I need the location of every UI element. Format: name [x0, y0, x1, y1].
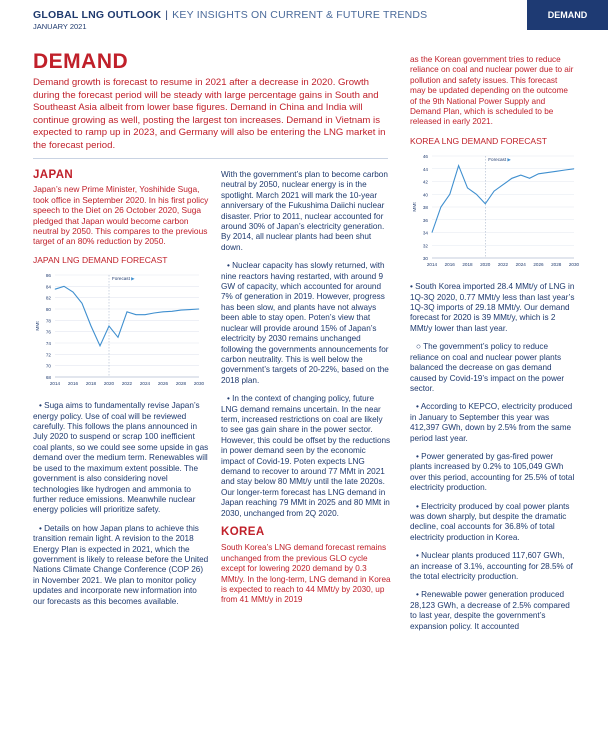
y-tick-label: 84 [45, 284, 51, 290]
korea-lead: South Korea’s LNG demand forecast remains unchanged from the previous GLO cycle except for lowering 2020 demand by 0.3 MMt/y. In the long-term, LNG demand in Korea is expected to reach to 44 MMt/y by 2030, up from 41 MMt/y in 2019 [221, 543, 391, 605]
japan-chart-title: JAPAN LNG DEMAND FORECAST [33, 254, 168, 265]
x-tick-label: 2014 [49, 381, 61, 387]
y-tick-label: 82 [45, 295, 51, 301]
data-point [441, 207, 442, 208]
y-tick-label: 46 [422, 154, 428, 160]
data-point [512, 178, 513, 179]
y-tick-label: 76 [45, 329, 51, 335]
data-point [91, 326, 92, 327]
data-point [145, 315, 146, 316]
data-point [127, 312, 128, 313]
x-tick-label: 2026 [533, 262, 544, 268]
y-axis-label: MMt [413, 202, 418, 212]
divider [33, 158, 388, 159]
japan-heading: JAPAN [33, 169, 74, 181]
data-point [118, 337, 119, 338]
x-tick-label: 2018 [85, 381, 97, 387]
x-tick-label: 2020 [103, 381, 115, 387]
korea-chart [410, 150, 578, 272]
y-tick-label: 80 [45, 307, 51, 313]
header-separator: | [165, 9, 169, 21]
y-tick-label: 36 [422, 218, 428, 223]
korea-paragraph-4: • Power generated by gas-fired power plants increased by 0.2% to 105,049 GWh over this period, accounting for 25.5% of total electricity production. [410, 451, 575, 493]
korea-paragraph-5: • Electricity produced by coal power plants was down sharply, but despite the dramatic decline, coal accounts for 36.8% of total electricity production in Korea. [410, 501, 570, 542]
y-axis-label: MMt [36, 321, 41, 331]
report-header [33, 9, 427, 21]
data-point [458, 166, 459, 167]
japan-chart [33, 269, 203, 391]
x-tick-label: 2020 [480, 262, 491, 268]
report-date: JANUARY 2021 [33, 22, 87, 31]
data-point [136, 315, 137, 316]
middle-column [221, 170, 391, 614]
data-point [574, 169, 575, 170]
korea-paragraph-1: • South Korea imported 28.4 MMt/y of LNG in 1Q-3Q 2020, 0.77 MMt/y less than last year’s 1Q-3Q imports of 29.18 MMt/y. Our demand forecast for 2020 is 39 MMt/y, which is 2 MMt/y lower than last year. [410, 282, 575, 333]
data-point [100, 346, 101, 347]
page-title: DEMAND [33, 50, 129, 73]
y-tick-label: 38 [422, 205, 428, 211]
korea-chart-title: KOREA LNG DEMAND FORECAST [410, 135, 547, 146]
data-point [82, 303, 83, 304]
korea-paragraph-2: ○ The government’s policy to reduce reliance on coal and nuclear power plants balanced the decrease on gas demand caused by Covid-19’s impact on the power sector. [410, 342, 565, 393]
series-line [432, 166, 574, 233]
korea-paragraph-6: • Nuclear plants produced 117,607 GWh, an increase of 3.1%, accounting for 28.5% of the total electricity production. [410, 551, 573, 581]
x-tick-label: 2028 [551, 262, 562, 268]
data-point [529, 178, 530, 179]
korea-heading: KOREA [221, 526, 265, 538]
middle-paragraph-1: With the government’s plan to become carbon neutral by 2050, nuclear energy is in the spotlight. March 2021 will mark the 10-year anniversary of the Fukushima Daiichi nuclear disaster. Prior to 2011, nuclear accounted for around 30% of Japan’s electricity generation. By 2014, all nuclear plants had been shut down. [221, 170, 388, 252]
data-point [538, 174, 539, 175]
x-tick-label: 2026 [157, 381, 169, 387]
data-point [73, 292, 74, 293]
y-tick-label: 34 [422, 230, 428, 236]
middle-paragraph-2: • Nuclear capacity has slowly returned, with nine reactors having restarted, with around 9 GW of capacity, which accounted for around 7% of generation in 2019. However, progress has been slow, and plants have not always been able to stay open. Poten’s view that nuclear will provide around 15% of Japan’s electricity by 2030 remains unchanged following the governments announcements for carbon neutrality. This is well below the government’s targets of 20-22%, based on the 2018 plan. [221, 261, 389, 385]
data-point [556, 171, 557, 172]
right-column [410, 55, 580, 640]
data-point [565, 170, 566, 171]
middle-paragraph-3: • In the context of changing policy, future LNG demand remains uncertain. In the near term, increased restrictions on coal are likely to see gas gain share in the power sector. However, this could be offset by the reductions in power demand seen by the economic impact of Covid-19. Poten expects LNG demand to recover to around 77 MMt in 2021 and stay below 80 MMt/y until the late 2020s. Our longer-term forecast has LNG demand in Japan reaching 79 MMt in 2025 and 80 MMt in 2030, unchanged from 2Q 2020. [221, 394, 391, 518]
japan-paragraph-2: • Details on how Japan plans to achieve this transition remain light. A revision to the 2018 Energy Plan is expected in 2021, which the government is likely to release before the United Nations Climate Change Conference (COP 26) in November 2021. We plan to monitor policy updates and incorporate new information into our forecasts as this becomes available. [33, 523, 209, 606]
y-tick-label: 30 [422, 256, 428, 262]
data-point [476, 194, 477, 195]
data-point [449, 194, 450, 195]
y-tick-label: 78 [45, 318, 51, 324]
japan-paragraph-1: • Suga aims to fundamentally revise Japan’s energy policy. Use of coal will be reviewed carefully. This follows the plans announced in July 2020 to suspend or scrap 100 inefficient coal plants, so we could see some upside in gas demand over the medium term. Renewables will be used to the maximum extent possible. The government is also considering novel technologies like hydrogen and ammonia to further reduce emissions. Meanwhile nuclear energy policies will prioritize safety. [33, 401, 209, 515]
series-line [55, 287, 199, 347]
y-tick-label: 44 [422, 167, 428, 172]
x-tick-label: 2022 [121, 381, 133, 387]
x-tick-label: 2018 [462, 262, 473, 268]
report-brand: GLOBAL LNG OUTLOOK [33, 9, 162, 21]
y-tick-label: 70 [45, 363, 51, 369]
korea-paragraph-7: • Renewable power generation produced 28,123 GWh, a decrease of 2.5% compared to last year, despite the government’s expansion policy. It accounted [410, 590, 570, 631]
y-tick-label: 68 [45, 375, 51, 381]
left-column [33, 170, 209, 615]
x-tick-label: 2022 [497, 262, 509, 268]
data-point [467, 188, 468, 189]
data-point [64, 286, 65, 287]
forecast-label: Forecast ▶ [112, 276, 135, 282]
data-point [547, 173, 548, 174]
y-tick-label: 40 [422, 192, 428, 198]
y-tick-label: 86 [45, 273, 51, 279]
x-tick-label: 2024 [139, 381, 151, 387]
x-tick-label: 2024 [515, 262, 526, 268]
y-tick-label: 72 [45, 352, 51, 358]
korea-continuation: as the Korean government tries to reduce reliance on coal and nuclear power due to air pollution and safety issues. This forecast may be updated depending on the outcome of the 9th National Power Supply and Demand Plan, which is scheduled to be released in early 2021. [410, 55, 574, 127]
data-point [494, 191, 495, 192]
x-tick-label: 2030 [568, 262, 580, 268]
data-point [154, 313, 155, 314]
y-tick-label: 42 [422, 179, 428, 185]
data-point [109, 326, 110, 327]
y-tick-label: 74 [45, 341, 51, 347]
forecast-label: Forecast ▶ [488, 157, 511, 163]
section-badge: DEMAND [527, 0, 608, 30]
data-point [55, 289, 56, 290]
data-point [520, 175, 521, 176]
japan-lead: Japan’s new Prime Minister, Yoshihide Suga, took office in September 2020. In his first policy speech to the Diet on 26 October 2020, Suga pledged that Japan would become carbon neutral by 2050. This compares to the previous target of an 80% reduction by 2050. [33, 184, 209, 247]
data-point [199, 309, 200, 310]
x-tick-label: 2028 [175, 381, 187, 387]
data-point [163, 312, 164, 313]
x-tick-label: 2014 [426, 262, 438, 268]
x-tick-label: 2030 [193, 381, 205, 387]
data-point [172, 311, 173, 312]
y-tick-label: 32 [422, 243, 428, 249]
data-point [190, 310, 191, 311]
data-point [432, 232, 433, 233]
data-point [485, 204, 486, 205]
data-point [181, 310, 182, 311]
x-tick-label: 2016 [67, 381, 79, 387]
x-tick-label: 2016 [444, 262, 455, 268]
report-subtitle: KEY INSIGHTS ON CURRENT & FUTURE TRENDS [172, 9, 428, 21]
data-point [503, 185, 504, 186]
intro-paragraph: Demand growth is forecast to resume in 2021 after a decrease in 2020. Growth during the forecast period will be steady with large percentage gains in South and Southeast Asia albeit from lower base figures. Demand in China and India will continue growing as well, posting the largest ton increases. Demand in Vietnam is expected to ramp up in 2023, and Germany will also be entering the LNG market in the forecast period. [33, 77, 386, 151]
korea-paragraph-3: • According to KEPCO, electricity produced in January to September this year was 412,397 GWh, down by 2.5% from the same period last year. [410, 402, 573, 443]
